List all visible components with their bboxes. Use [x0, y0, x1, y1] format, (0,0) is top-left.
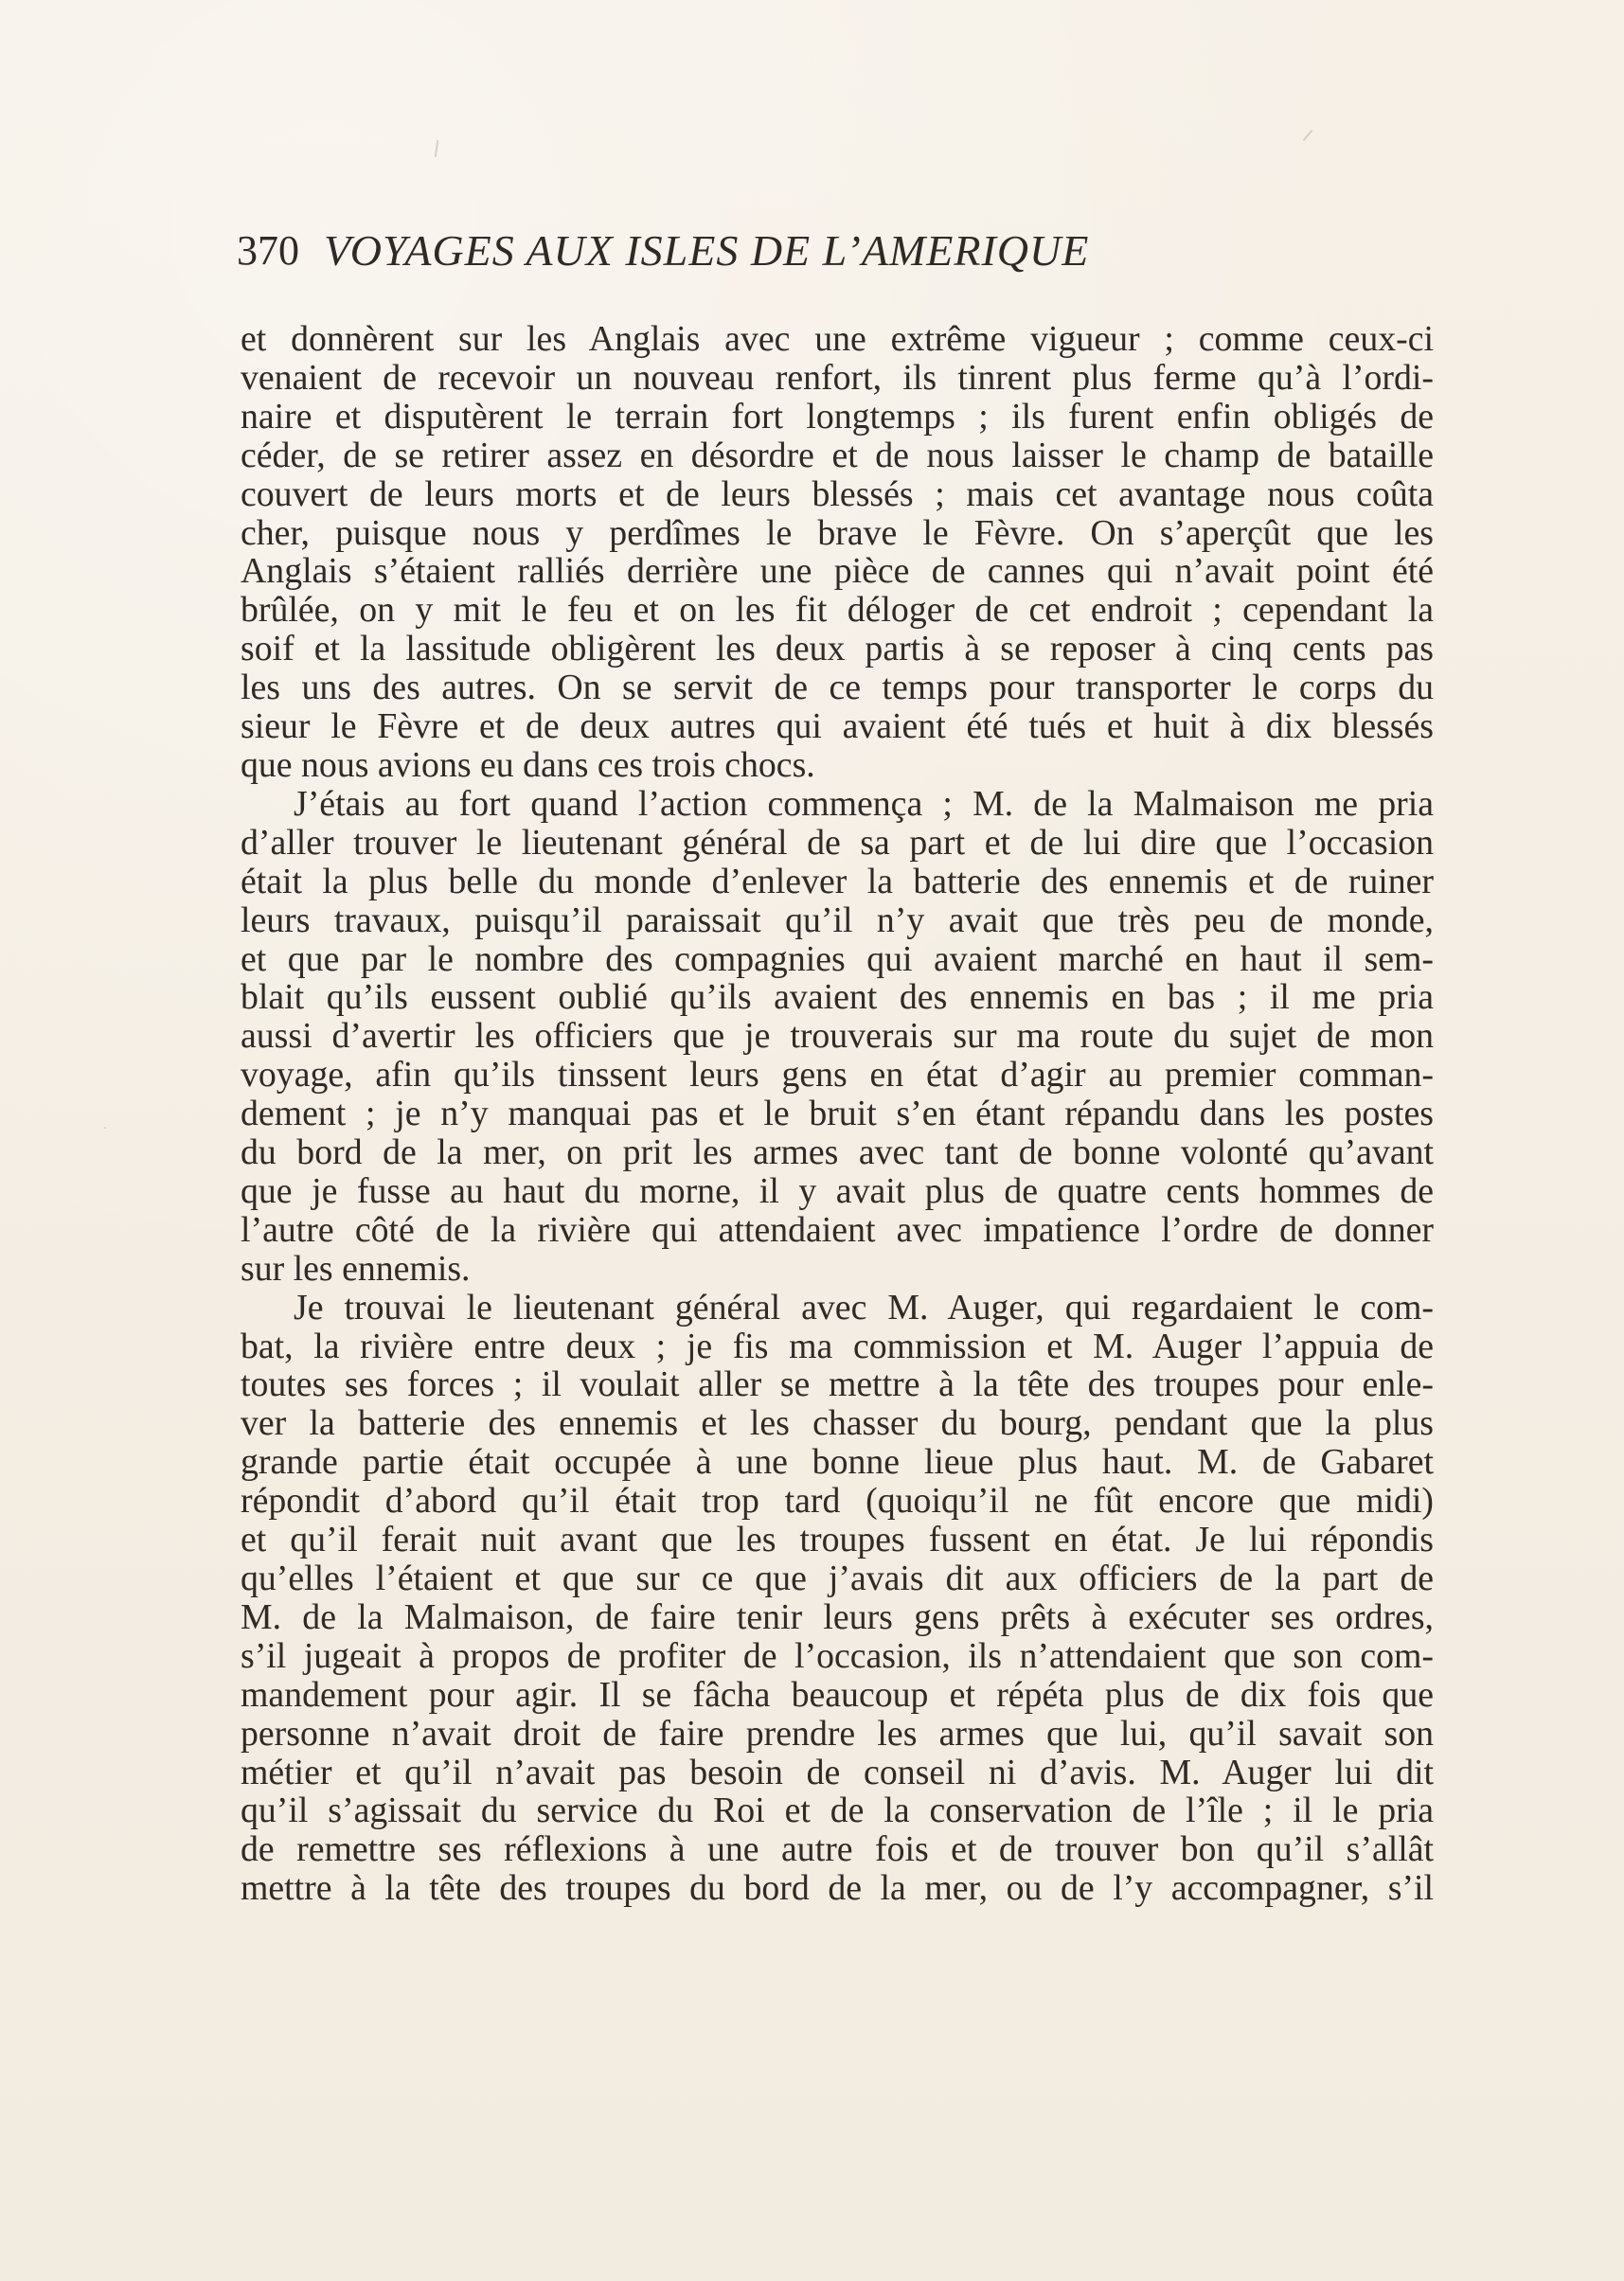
text-line: de remettre ses réflexions à une autre fois et de trouver bon qu’il s’allât [241, 1830, 1434, 1870]
text-line: aussi d’avertir les officiers que je trouverais sur ma route du sujet de mon [241, 1017, 1434, 1057]
text-line: venaient de recevoir un nouveau renfort, ils tinrent plus ferme qu’à l’ordi- [241, 358, 1434, 398]
text-line: du bord de la mer, on prit les armes avec tant de bonne volonté qu’avant [241, 1133, 1434, 1172]
text-line: qu’il s’agissait du service du Roi et de la conservation de l’île ; il le pria [241, 1791, 1434, 1831]
paper-mark [1303, 130, 1313, 141]
text-line: mettre à la tête des troupes du bord de la mer, ou de l’y accompagner, s’il [241, 1869, 1434, 1909]
text-line: et que par le nombre des compagnies qui avaient marché en haut il sem- [241, 939, 1434, 979]
running-title: VOYAGES AUX ISLES DE L’AMERIQUE [324, 226, 1090, 275]
text-line: ver la batterie des ennemis et les chasser du bourg, pendant que la plus [241, 1404, 1434, 1444]
page-number: 370 [237, 227, 299, 274]
text-line: couvert de leurs morts et de leurs blessés ; mais cet avantage nous coûta [241, 474, 1434, 514]
body-text [241, 320, 1434, 1908]
text-line: céder, de se retirer assez en désordre et de nous laisser le champ de bataille [241, 436, 1434, 475]
text-line: J’étais au fort quand l’action commença ; M. de la Malmaison me pria [294, 784, 1434, 824]
paper-mark [435, 140, 438, 157]
text-line: M. de la Malmaison, de faire tenir leurs gens prêts à exécuter ses ordres, [241, 1597, 1434, 1637]
text-line: cher, puisque nous y perdîmes le brave le Fèvre. On s’aperçût que les [241, 513, 1434, 553]
text-line: personne n’avait droit de faire prendre les armes que lui, qu’il savait son [241, 1714, 1434, 1754]
text-line: était la plus belle du monde d’enlever la batterie des ennemis et de ruiner [241, 862, 1434, 901]
text-line: naire et disputèrent le terrain fort longtemps ; ils furent enfin obligés de [241, 397, 1434, 437]
text-line: qu’elles l’étaient et que sur ce que j’avais dit aux officiers de la part de [241, 1559, 1434, 1598]
text-line: brûlée, on y mit le feu et on les fit déloger de cet endroit ; cependant la [241, 591, 1434, 631]
text-line: bat, la rivière entre deux ; je fis ma commission et M. Auger l’appuia de [241, 1327, 1434, 1366]
text-line: soif et la lassitude obligèrent les deux partis à se reposer à cinq cents pas [241, 630, 1434, 669]
page-header [237, 223, 1439, 278]
text-line: voyage, afin qu’ils tinssent leurs gens en état d’agir au premier comman- [241, 1056, 1434, 1096]
text-line: et qu’il ferait nuit avant que les troupes fussent en état. Je lui répondis [241, 1521, 1434, 1559]
text-line: blait qu’ils eussent oublié qu’ils avaient des ennemis en bas ; il me pria [241, 978, 1434, 1018]
text-line: Je trouvai le lieutenant général avec M. Auger, qui regardaient le com- [294, 1288, 1434, 1328]
text-line: et donnèrent sur les Anglais avec une extrême vigueur ; comme ceux-ci [241, 320, 1434, 359]
paper-mark [104, 1127, 106, 1129]
text-line: grande partie était occupée à une bonne lieue plus haut. M. de Gabaret [241, 1443, 1434, 1483]
text-line: l’autre côté de la rivière qui attendaient avec impatience l’ordre de donner [241, 1210, 1434, 1250]
text-line: s’il jugeait à propos de profiter de l’occasion, ils n’attendaient que son com- [241, 1636, 1434, 1676]
text-line: que nous avions eu dans ces trois chocs. [241, 745, 815, 785]
text-line: répondit d’abord qu’il était trop tard (quoiqu’il ne fût encore que midi) [241, 1482, 1434, 1522]
text-line: métier et qu’il n’avait pas besoin de conseil ni d’avis. M. Auger lui dit [241, 1753, 1434, 1792]
text-line: toutes ses forces ; il voulait aller se mettre à la tête des troupes pour enle- [241, 1365, 1434, 1405]
text-line: sur les ennemis. [241, 1249, 471, 1289]
text-line: mandement pour agir. Il se fâcha beaucoup et répéta plus de dix fois que [241, 1675, 1434, 1715]
text-line: d’aller trouver le lieutenant général de sa part et de lui dire que l’occasion [241, 823, 1434, 863]
text-line: les uns des autres. On se servit de ce temps pour transporter le corps du [241, 668, 1434, 708]
text-line: Anglais s’étaient ralliés derrière une pièce de cannes qui n’avait point été [241, 552, 1434, 592]
text-line: que je fusse au haut du morne, il y avait plus de quatre cents hommes de [241, 1171, 1434, 1211]
text-line: sieur le Fèvre et de deux autres qui avaient été tués et huit à dix blessés [241, 707, 1434, 746]
text-line: dement ; je n’y manquai pas et le bruit s’en étant répandu dans les postes [241, 1095, 1434, 1134]
text-line: leurs travaux, puisqu’il paraissait qu’il n’y avait que très peu de monde, [241, 900, 1434, 940]
